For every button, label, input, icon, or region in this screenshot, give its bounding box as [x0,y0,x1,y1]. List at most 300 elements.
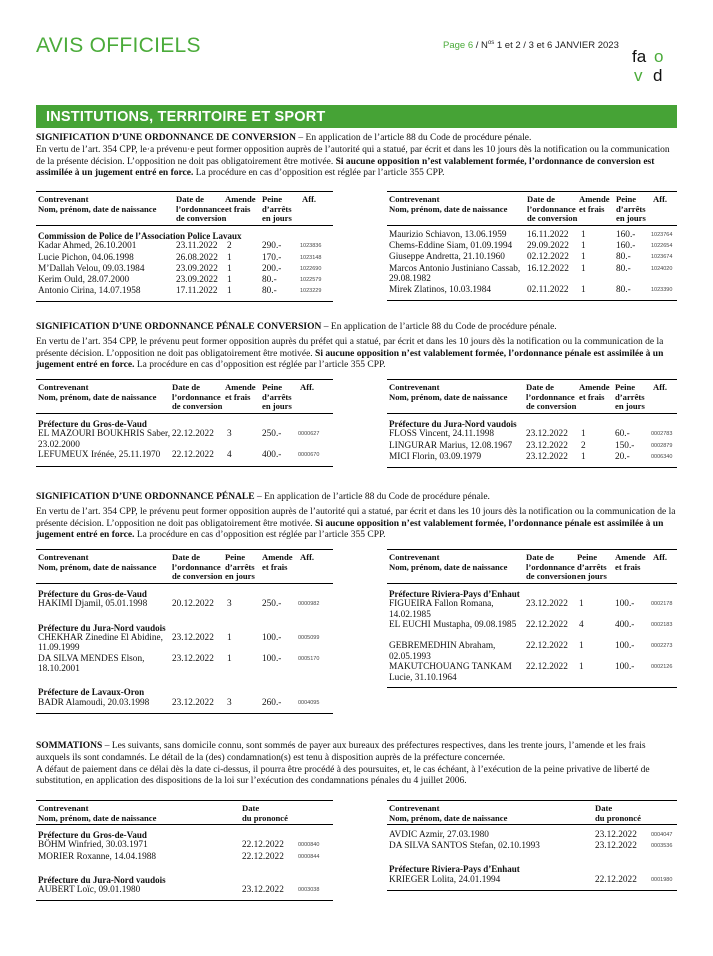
row-name: EL EUCHI Mustapha, 09.08.1985 [389,620,517,631]
row-date: 23.12.2022 [595,830,637,840]
header-line: de conversion [526,571,577,582]
notice-text-end: La procédure en cas d’opposition est réglée par l’article 355 CPP. [193,168,445,179]
header-line: Nom, prénom, date de naissance [389,812,508,823]
header-line: en jours [225,571,255,582]
row-name: Maurizio Schiavon, 13.06.1959 [389,230,507,240]
faovd-logo [631,46,677,84]
table-header [387,192,677,226]
row-amende: 400.- [262,450,282,461]
header-line: Date de [527,194,555,204]
header-line: d’arrêts [262,391,292,402]
row-amende: 80.- [262,275,277,285]
row-name: BÖHM Winfried, 30.03.1971 [38,840,148,851]
row-name: Antonio Cirina, 14.07.1958 [38,286,141,297]
row-date: 23.09.2022 [176,263,218,274]
prefecture-group: Préfecture du Jura-Nord vaudois [38,622,166,633]
table-row [36,429,333,450]
row-aff: 0000627 [298,431,320,438]
row-date: 22.12.2022 [242,840,284,851]
issue-prefix: / N [473,40,488,52]
row-name: GEBREMEDHIN Abraham, 02.05.1993 [389,641,496,662]
notice-sommations [36,741,677,788]
header-line: d’arrêts [225,561,255,572]
header-line: Nom, prénom, date de naissance [38,391,157,402]
header-line: et frais [225,391,251,402]
row-amende: 80.- [616,263,631,274]
row-amende: 160.- [616,230,636,240]
header-line: l’ordonnance [527,203,576,214]
table-row [387,429,677,440]
row-date: 23.12.2022 [526,451,568,462]
header-line: Date de [176,194,204,204]
notice-body [36,145,677,180]
row-peine: 1 [227,263,232,274]
header-line: d’arrêts [577,561,607,572]
row-date: 22.12.2022 [172,429,214,440]
notice-heading: SIGNIFICATION D’UNE ORDONNANCE PÉNALE [36,492,255,502]
col-contrevenant [389,195,507,214]
header-line: d’arrêts [616,203,646,214]
row-name: CHEKHAR Zinedine El Abidine, 11.09.1999 [38,633,163,654]
section-band [36,105,677,128]
header-line: l’ordonnance [526,391,575,402]
col-date [526,383,576,412]
page-number: Page 6 [443,40,474,52]
table-row [387,599,677,620]
row-aff: 1024020 [651,265,673,272]
notice-heading: SIGNIFICATION D’UNE ORDONNANCE PÉNALE CONVERSION [36,322,322,332]
header-line: et frais [262,561,288,572]
notice-body [36,337,677,372]
header-line: l’ordonnance [176,203,225,214]
col-date [176,195,226,224]
row-aff: 0000670 [298,452,320,459]
header-line: l’ordonnance [172,561,221,572]
header-line: Date de [526,552,554,562]
col-aff: Aff. [653,194,668,204]
header-line: Amende [579,382,610,392]
penal-table-right [387,549,677,688]
col-date-prononce [242,804,288,823]
col-aff: Aff. [300,382,315,392]
row-date: 23.11.2022 [176,241,218,252]
notice-heading: SOMMATIONS [36,741,103,751]
table-row [36,852,333,863]
row-name: Kadar Ahmed, 26.10.2001 [38,241,137,252]
row-amende: 80.- [616,284,631,295]
col-aff: Aff. [653,382,668,392]
row-amende: 80.- [262,286,277,297]
notice-heading: SIGNIFICATION D’UNE ORDONNANCE DE CONVERSION [36,133,297,143]
row-name: AUBERT Loïc, 09.01.1980 [38,885,141,896]
table-row [387,230,677,241]
header-line: Nom, prénom, date de naissance [38,812,157,823]
header-line: Amende [225,382,256,392]
svg-text:v: v [634,66,643,84]
header-line: du prononcé [242,812,288,823]
col-peine [577,553,607,582]
col-contrevenant [389,804,507,823]
col-amende [225,195,256,214]
header-line: Peine [616,194,637,204]
row-peine: 1 [227,252,232,263]
row-name: MICI Florin, 03.09.1979 [389,451,482,462]
row-aff: 0005170 [298,656,320,663]
header-line: Contrevenant [389,194,440,204]
row-amende: 100.- [262,654,282,665]
notice-text-end: La procédure en cas d’opposition est réglée par l’article 355 CPP. [134,530,386,541]
header-line: Peine [262,382,283,392]
row-peine: 1 [579,662,584,673]
prefecture-group: Préfecture Riviera-Pays d’Enhaut [389,589,520,599]
row-aff: 1023229 [300,288,322,295]
table-row [387,452,677,463]
row-aff: 1022654 [651,243,673,250]
row-amende: 250.- [262,599,282,610]
table-row [36,599,333,610]
sommations-body [36,741,677,765]
row-date: 22.12.2022 [526,641,568,652]
row-name: FLOSS Vincent, 24.11.1998 [389,429,495,440]
prefecture-group: Préfecture Riviera-Pays d’Enhaut [389,864,520,875]
header-line: du prononcé [595,812,641,823]
row-peine: 1 [581,230,586,240]
col-aff: Aff. [300,552,315,562]
header-line: et frais [615,561,641,572]
col-peine [262,383,292,412]
col-contrevenant [389,553,507,572]
row-peine: 1 [227,275,232,285]
notice-intro: – En application de l’article 88 du Code de procédure pénale. [254,492,490,502]
row-aff: 0000982 [298,601,320,608]
row-name: Marcos Antonio Justiniano Cassab, 29.08.1982 [389,263,521,284]
row-name: Mirek Zlatinos, 10.03.1984 [389,284,491,295]
row-aff: 0006340 [651,453,673,460]
col-amende [579,383,610,402]
band-title: INSTITUTIONS, TERRITOIRE ET SPORT [46,109,326,125]
notice-intro: – En application de l’article 88 du Code de procédure pénale. [321,322,557,332]
table-header [36,550,333,584]
notice-text: En vertu de l’art. 354 CPP, le·a prévenu·e peut former opposition auprès de l’autorité qui a statué, par écrit et dans les 10 jours dès la notification ou la communication de la présente décision. L’opposition ne doit pas obligatoirement être motivée. [36,144,670,167]
prefecture-group: Préfecture de Lavaux-Oron [38,687,145,698]
col-contrevenant [38,195,156,214]
table-row [387,252,677,263]
table-row [387,641,677,662]
table-row [387,875,677,886]
header-line: Amende [225,194,256,204]
row-amende: 60.- [615,429,630,440]
header-line: Nom, prénom, date de naissance [38,203,157,214]
table-row [387,662,677,683]
col-contrevenant [38,553,156,572]
row-amende: 150.- [615,440,635,451]
row-aff: 0003038 [298,887,320,894]
notice-bold: Si aucune opposition n’est valablement formée, l’ordonnance de conversion est assimilée à un jugement entré en force. [36,156,655,179]
table-header [387,801,677,825]
row-aff: 0000840 [298,842,320,849]
header-line: Contrevenant [38,803,89,813]
row-date: 23.12.2022 [172,697,214,708]
row-amende: 160.- [616,241,636,252]
header-line: Nom, prénom, date de naissance [389,391,508,402]
header-line: et frais [579,203,605,214]
row-date: 23.12.2022 [172,633,214,644]
notice-bold: Si aucune opposition n’est valablement formée, l’ordonnance pénale est assimilée à un jugement entré en force. [36,348,664,371]
row-date: 22.12.2022 [526,620,568,631]
row-date: 16.11.2022 [527,230,569,240]
row-aff: 0001980 [651,876,673,883]
table-row [387,830,677,841]
header-line: et frais [579,391,605,402]
row-name: Chems-Eddine Siam, 01.09.1994 [389,241,513,252]
col-aff: Aff. [302,194,317,204]
penal-table-left [36,549,333,714]
notice-heading-line [36,133,677,145]
row-peine: 1 [581,252,586,263]
notice-conversion [36,133,677,180]
row-name: EL MAZOURI BOUKHRIS Saber, 23.02.2000 [38,429,171,450]
row-peine: 2 [581,440,586,451]
row-peine: 4 [579,620,584,631]
col-date [527,195,577,224]
header-line: Date [595,803,613,813]
table-header [36,380,333,414]
header-line: Amende [579,194,610,204]
header-line: Date [242,803,260,813]
header-line: en jours [615,401,645,412]
header-line: Peine [577,552,598,562]
row-aff: 0002183 [651,622,673,629]
table-row [36,840,333,851]
header-line: Date de [172,382,200,392]
row-peine: 3 [227,599,232,610]
row-aff: 1022579 [300,277,322,283]
row-amende: 250.- [262,429,282,440]
row-peine: 1 [581,451,586,462]
notice-penal [36,492,677,542]
col-peine [225,553,255,582]
row-peine: 3 [227,429,232,440]
row-date: 23.12.2022 [595,841,637,852]
table-row [387,241,677,252]
row-aff: 1023148 [300,254,322,261]
row-amende: 100.- [615,641,635,652]
table-row [36,654,333,675]
header-line: de conversion [172,571,223,582]
col-date [526,553,576,582]
row-peine: 1 [581,429,586,440]
row-aff: 0000844 [298,853,320,860]
table-row [387,264,677,285]
row-peine: 2 [227,241,232,252]
row-aff: 1023390 [651,286,673,293]
header-line: Date de [172,552,200,562]
svg-text:o: o [654,47,664,66]
row-aff: 0005099 [298,635,320,642]
row-aff: 0002273 [651,643,673,650]
table-row [387,841,677,852]
sommations-table-right [387,800,677,891]
row-peine: 1 [581,284,586,295]
header-line: de conversion [527,213,578,224]
notice-text: En vertu de l’art. 354 CPP, le prévenu peut former opposition auprès de l’autorité qui a statué, par écrit et dans les 10 jours dès la notification ou la communication de la présente décision. L’opposition ne doit pas obligatoirement être motivée. [36,506,676,529]
header-line: Peine [262,194,283,204]
table-row [36,253,333,264]
header-line: Contrevenant [389,552,440,562]
table-row [36,241,333,252]
row-name: LEFUMEUX Irénée, 25.11.1970 [38,450,161,461]
row-name: Giuseppe Andretta, 21.10.1960 [389,252,505,263]
penal-conversion-table-right [387,379,677,468]
row-date: 23.12.2022 [526,440,568,451]
header-line: et frais [225,203,251,214]
row-date: 02.11.2022 [527,284,569,295]
col-peine [616,195,646,224]
prefecture-group: Préfecture du Gros-de-Vaud [38,589,147,599]
row-name: BADR Alamoudi, 20.03.1998 [38,697,150,708]
row-date: 22.12.2022 [172,450,214,461]
header-line: en jours [616,213,646,224]
table-header [36,192,333,226]
header-line: Nom, prénom, date de naissance [38,561,157,572]
row-date: 29.09.2022 [527,241,569,252]
col-date-prononce [595,804,641,823]
row-amende: 100.- [262,633,282,644]
header-line: en jours [262,213,292,224]
prefecture-group: Préfecture du Gros-de-Vaud [38,830,147,840]
svg-text:d: d [653,66,663,84]
row-amende: 20.- [615,451,630,462]
header-line: de conversion [526,401,577,412]
row-date: 23.12.2022 [172,654,214,665]
notice-text-end: La procédure en cas d’opposition est réglée par l’article 355 CPP. [134,360,386,371]
issue-numbers: 1 et 2 / 3 et 6 JANVIER 2023 [494,40,619,52]
row-name: M’Dallah Velou, 09.03.1984 [38,263,145,274]
row-aff: 1023836 [300,243,322,250]
notice-text: En vertu de l’art. 354 CPP, le prévenu peut former opposition auprès du préfet qui a statué, par écrit et dans les 10 jours dès la notification ou la communication de la présente décision. L’opposition ne doit pas obligatoirement être motivée. [36,336,664,359]
header-line: Peine [225,552,246,562]
row-peine: 1 [227,286,232,297]
col-date [172,553,222,582]
row-name: DA SILVA MENDES Elson, 18.10.2001 [38,654,145,675]
header-line: Nom, prénom, date de naissance [389,561,508,572]
header-line: Contrevenant [38,382,89,392]
row-peine: 1 [579,641,584,652]
row-peine: 3 [227,697,232,708]
row-date: 26.08.2022 [176,252,218,263]
col-amende [225,383,256,402]
header-line: d’arrêts [615,391,645,402]
header-line: Amende [262,552,293,562]
row-name: MAKUTCHOUANG TANKAM Lucie, 31.10.1964 [389,662,512,683]
notice-penal-conversion [36,322,677,372]
row-aff: 0002126 [651,664,673,671]
row-aff: 0004095 [298,699,320,706]
row-amende: 400.- [615,620,635,631]
row-name: MORIER Roxanne, 14.04.1988 [38,851,157,862]
table-header [387,550,677,584]
col-aff: Aff. [653,552,668,562]
col-amende [615,553,646,572]
row-name: KRIEGER Lolita, 24.01.1994 [389,874,501,885]
row-peine: 1 [227,633,232,644]
row-name: Lucie Pichon, 04.06.1998 [38,252,134,263]
prefecture-group: Préfecture du Jura-Nord vaudois [389,419,517,429]
header-line: Contrevenant [38,194,89,204]
row-peine: 4 [227,450,232,461]
penal-conversion-table-left [36,379,333,467]
header-line: Contrevenant [389,382,440,392]
row-peine: 1 [581,241,586,252]
row-date: 22.12.2022 [242,851,284,862]
header-line: de conversion [176,213,227,224]
row-date: 02.12.2022 [527,252,569,263]
table-row [387,285,677,296]
table-row [36,286,333,297]
conversion-table-left [36,191,333,302]
row-date: 23.12.2022 [242,885,284,896]
row-name: DA SILVA SANTOS Stefan, 02.10.1993 [389,841,540,852]
header-line: Date de [526,382,554,392]
prefecture-group: Commission de Police de l’Association Police Lavaux [38,231,242,241]
row-aff: 1022690 [300,265,322,272]
section-title: AVIS OFFICIELS [36,34,201,57]
notice-intro: – En application de l’article 88 du Code de procédure pénale. [296,133,532,143]
col-contrevenant [38,804,156,823]
row-date: 17.11.2022 [176,286,218,297]
row-date: 23.12.2022 [526,599,568,610]
notice-text: – Les suivants, sans domicile connu, sont sommés de payer aux bureaux des préfectures respectives, dans les trente jours, l’amende et les frais auxquels ils sont condamnés. Le détail de la (des) condamnation(s) est tenu à disposition auprès de la préfecture concernée. [36,741,646,763]
conversion-table-right [387,191,677,301]
col-date [172,383,222,412]
col-contrevenant [389,383,507,402]
row-date: 20.12.2022 [172,599,214,610]
row-name: Kerim Ould, 28.07.2000 [38,275,130,285]
row-peine: 1 [227,654,232,665]
row-amende: 260.- [262,697,282,708]
table-row [36,450,333,461]
header-line: de conversion [172,401,223,412]
notice-heading-line [36,322,677,334]
row-amende: 170.- [262,252,282,263]
notice-heading-line [36,492,677,504]
table-header [36,801,333,825]
row-name: HAKIMI Djamil, 05.01.1998 [38,599,148,610]
header-line: Contrevenant [38,552,89,562]
notice-bold: Si aucune opposition n’est valablement formée, l’ordonnance pénale est assimilée à un jugement entré en force. [36,518,664,541]
col-peine [615,383,645,412]
row-date: 16.12.2022 [527,263,569,274]
col-peine [262,195,292,224]
header-line: Peine [615,382,636,392]
row-amende: 290.- [262,241,282,252]
header-line: d’arrêts [262,203,292,214]
row-aff: 0002783 [651,431,673,438]
row-date: 22.12.2022 [526,662,568,673]
sommations-table-left [36,800,333,901]
col-amende [262,553,293,572]
table-row [387,441,677,452]
page-info [443,40,619,51]
prefecture-group: Préfecture du Gros-de-Vaud [38,419,147,429]
row-aff: 0003536 [651,843,673,850]
row-aff: 1023674 [651,254,673,261]
row-amende: 80.- [616,252,631,263]
row-name: AVDIC Azmir, 27.03.1980 [389,830,489,840]
row-name: FIGUEIRA Fallon Romana, 14.02.1985 [389,599,494,620]
row-aff: 0004047 [651,832,673,838]
header-line: en jours [577,571,607,582]
